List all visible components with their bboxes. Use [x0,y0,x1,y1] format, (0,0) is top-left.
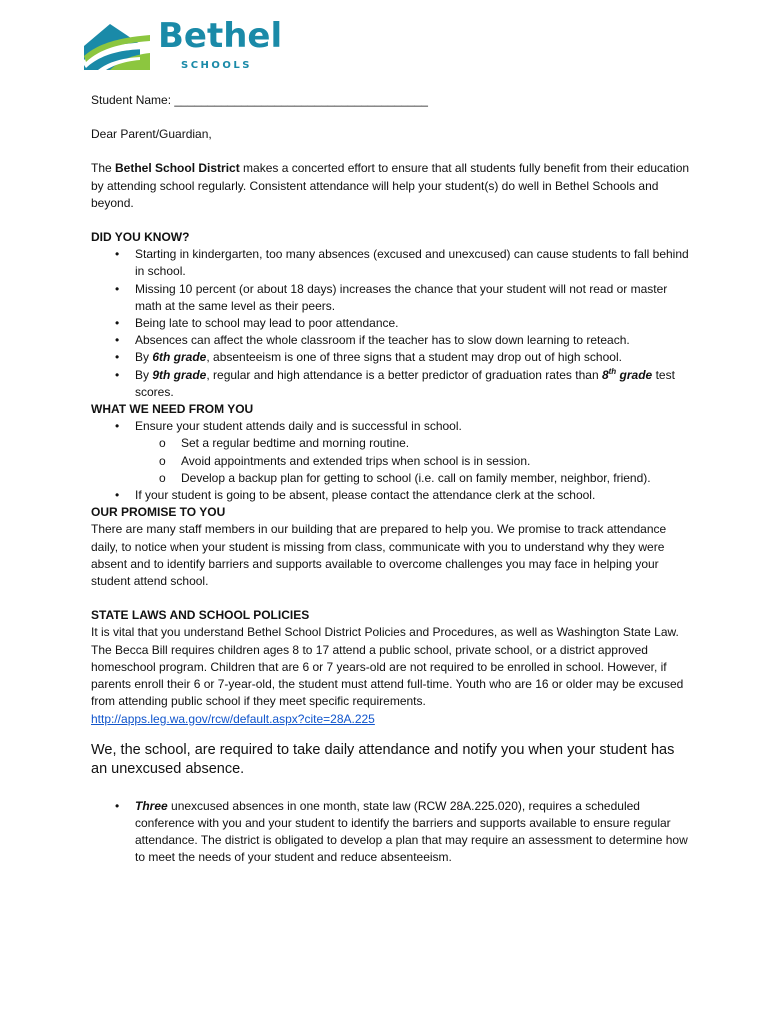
did-you-know-list [91,246,691,401]
bethel-logo-mark-icon [80,22,152,72]
student-name-line: Student Name: ______________________________________ [91,93,428,107]
logo-name: Bethel [158,16,283,56]
list-item: • Three unexcused absences in one month, state law (RCW 28A.225.020), requires a scheduled conference with you and your student to identify the barriers and supports available to ensure regular attendance. The district is obligated to develop a plan that may require an assessment to determine how to meet the needs of your student and reduce absenteeism. [115,798,688,865]
list-item: • By 6th grade, absenteeism is one of three signs that a student may drop out of high school. [115,350,622,365]
what-we-need-heading: WHAT WE NEED FROM YOU [91,402,254,417]
list-item: • Starting in kindergarten, too many absences (excused and unexcused) can cause students to fall behind in school. [115,247,689,279]
laws-heading: STATE LAWS AND SCHOOL POLICIES [91,608,310,623]
intro-paragraph: The Bethel School District makes a concerted effort to ensure that all students fully benefit from their education by attending school regularly. Consistent attendance will help your student(s) do well in Bethel Schools and beyond. [91,161,690,210]
what-we-need-list [91,418,691,504]
list-item: • If your student is going to be absent, please contact the attendance clerk at the school. [115,488,596,503]
laws-paragraph: It is vital that you understand Bethel School District Policies and Procedures, as well as Washington State Law. The Becca Bill requires children ages 8 to 17 attend a public school, private school, or a district approved homeschool program. Children that are 6 or 7 years-old are not required to be enrolled in school. However, if parents enroll their 6 or 7-year-old, the student must attend full-time. Youth who are 16 or older may be excused from attending public school if they meet specific requirements. [91,625,684,709]
list-item: • Being late to school may lead to poor attendance. [115,316,399,331]
salutation: Dear Parent/Guardian, [91,127,212,142]
district-name: Bethel School District [115,161,240,176]
sub-list-item: o Develop a backup plan for getting to school (i.e. call on family member, neighbor, friend). [159,470,651,485]
logo-subtitle: SCHOOLS [181,60,252,71]
sub-list [135,435,691,487]
did-you-know-heading: DID YOU KNOW? [91,230,190,245]
letter-body [91,92,691,867]
attendance-notice: We, the school, are required to take daily attendance and notify you when your student has an unexcused absence. [91,741,675,777]
sub-list-item: o Set a regular bedtime and morning routine. [159,436,410,451]
list-item: • Missing 10 percent (or about 18 days) increases the chance that your student will not read or master math at the same level as their peers. [115,281,668,313]
list-item: • Absences can affect the whole classroom if the teacher has to slow down learning to reteach. [115,333,630,348]
promise-paragraph: There are many staff members in our building that are prepared to help you. We promise to track attendance daily, to notice when your student is missing from class, communicate with you to understand why they were absent and to identify barriers and supports available to overcome challenges you may face in helping your student attend school. [91,522,667,589]
sub-list-item: o Avoid appointments and extended trips when school is in session. [159,453,531,468]
three-absences-list [91,798,691,867]
promise-heading: OUR PROMISE TO YOU [91,505,226,520]
list-item: • By 9th grade, regular and high attendance is a better predictor of graduation rates than 8th grade test scores. [115,366,675,399]
rcw-link[interactable]: http://apps.leg.wa.gov/rcw/default.aspx?cite=28A.225 [91,711,375,726]
bethel-logo [80,16,283,76]
list-item: • Ensure your student attends daily and is successful in school. o Set a regular bedtime and morning routine. o Avoid appointments and extended trips when school is in session. o Develop a backup plan for getting to school (i.e. call on family member, neighbor, friend). [91,418,691,487]
